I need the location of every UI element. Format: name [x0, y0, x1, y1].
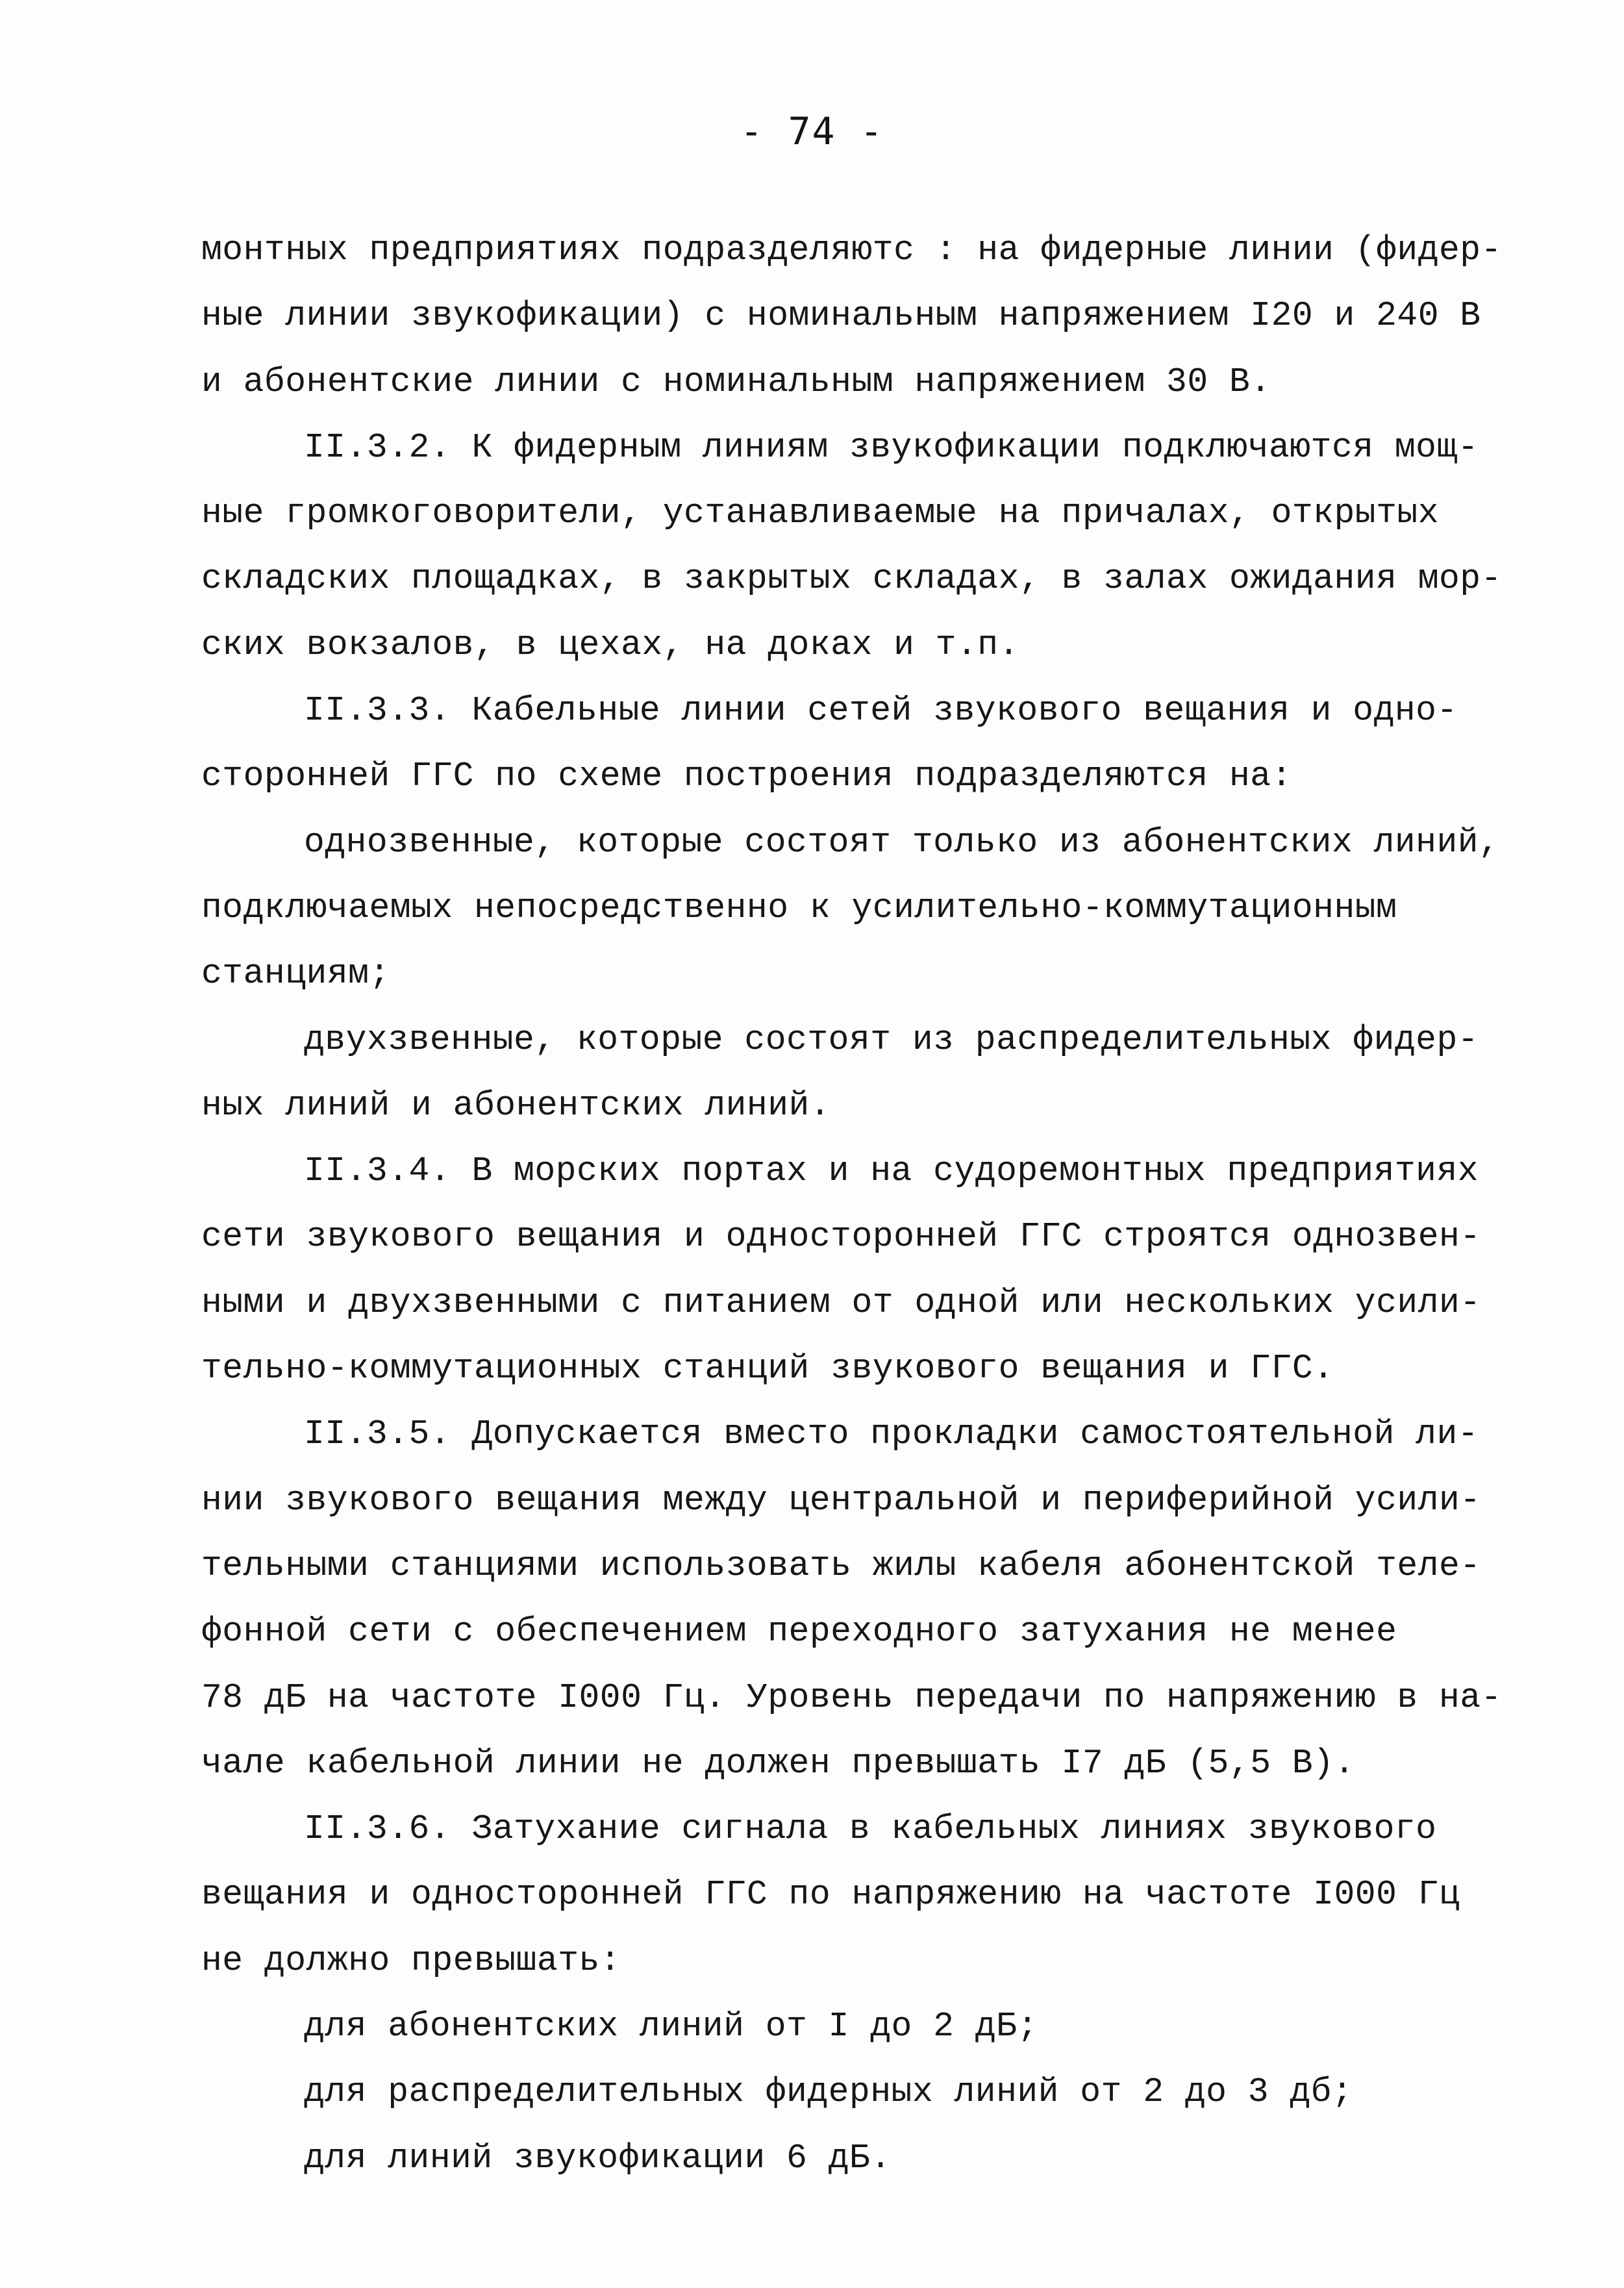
text-line: двухзвенные, которые состоят из распределительных фидер- — [304, 1020, 1479, 1059]
text-line: тельными станциями использовать жилы кабеля абонентской теле- — [201, 1546, 1481, 1585]
text-line: II.3.3. Кабельные линии сетей звукового вещания и одно- — [304, 691, 1458, 731]
text-line: нии звукового вещания между центральной и периферийной усили- — [201, 1480, 1481, 1520]
text-line: однозвенные, которые состоят только из абонентских линий, — [304, 822, 1500, 862]
text-line: II.3.6. Затухание сигнала в кабельных линиях звукового — [304, 1809, 1437, 1849]
text-line: ные громкоговорители, устанавливаемые на причалах, открытых — [201, 494, 1440, 533]
text-line: для линий звукофикации 6 дБ. — [304, 2138, 892, 2178]
text-line: станциям; — [201, 954, 390, 994]
text-line: вещания и односторонней ГГС по напряжению на частоте I000 Гц — [201, 1875, 1460, 1915]
text-line: для распределительных фидерных линий от 2 до 3 дб; — [304, 2072, 1353, 2112]
text-line: ные линии звукофикации) с номинальным напряжением I20 и 240 В — [201, 296, 1481, 336]
text-line: чале кабельной линии не должен превышать I7 дБ (5,5 В). — [201, 1743, 1355, 1783]
text-line: II.3.2. К фидерным линиям звукофикации подключаются мощ- — [304, 427, 1479, 467]
text-line: ными и двухзвенными с питанием от одной или нескольких усили- — [201, 1283, 1481, 1322]
text-line: ских вокзалов, в цехах, на доках и т.п. — [201, 625, 1019, 664]
body-text — [201, 218, 1502, 2191]
page-number: - 74 - — [740, 109, 884, 153]
text-line: подключаемых непосредственно к усилительно-коммутационным — [201, 888, 1397, 927]
text-line: II.3.5. Допускается вместо прокладки самостоятельной ли- — [304, 1414, 1479, 1454]
text-line: для абонентских линий от I до 2 дБ; — [304, 2007, 1038, 2046]
text-line: ных линий и абонентских линий. — [201, 1085, 831, 1125]
text-line: монтных предприятиях подразделяютс : на фидерные линии (фидер- — [201, 231, 1502, 270]
text-line: II.3.4. В морских портах и на судоремонтных предприятиях — [304, 1151, 1479, 1191]
text-line: 78 дБ на частоте I000 Гц. Уровень передачи по напряжению в на- — [201, 1678, 1502, 1717]
text-line: фонной сети с обеспечением переходного затухания не менее — [201, 1612, 1397, 1652]
text-line: тельно-коммутационных станций звукового вещания и ГГС. — [201, 1349, 1334, 1389]
text-line: и абонентские линии с номинальным напряжением 30 В. — [201, 362, 1271, 401]
text-line: сторонней ГГС по схеме построения подразделяются на: — [201, 757, 1292, 796]
text-line: не должно превышать: — [201, 1941, 621, 1980]
text-line: складских площадках, в закрытых складах, в залах ожидания мор- — [201, 559, 1502, 599]
text-line: сети звукового вещания и односторонней ГГС строятся однозвен- — [201, 1217, 1481, 1257]
